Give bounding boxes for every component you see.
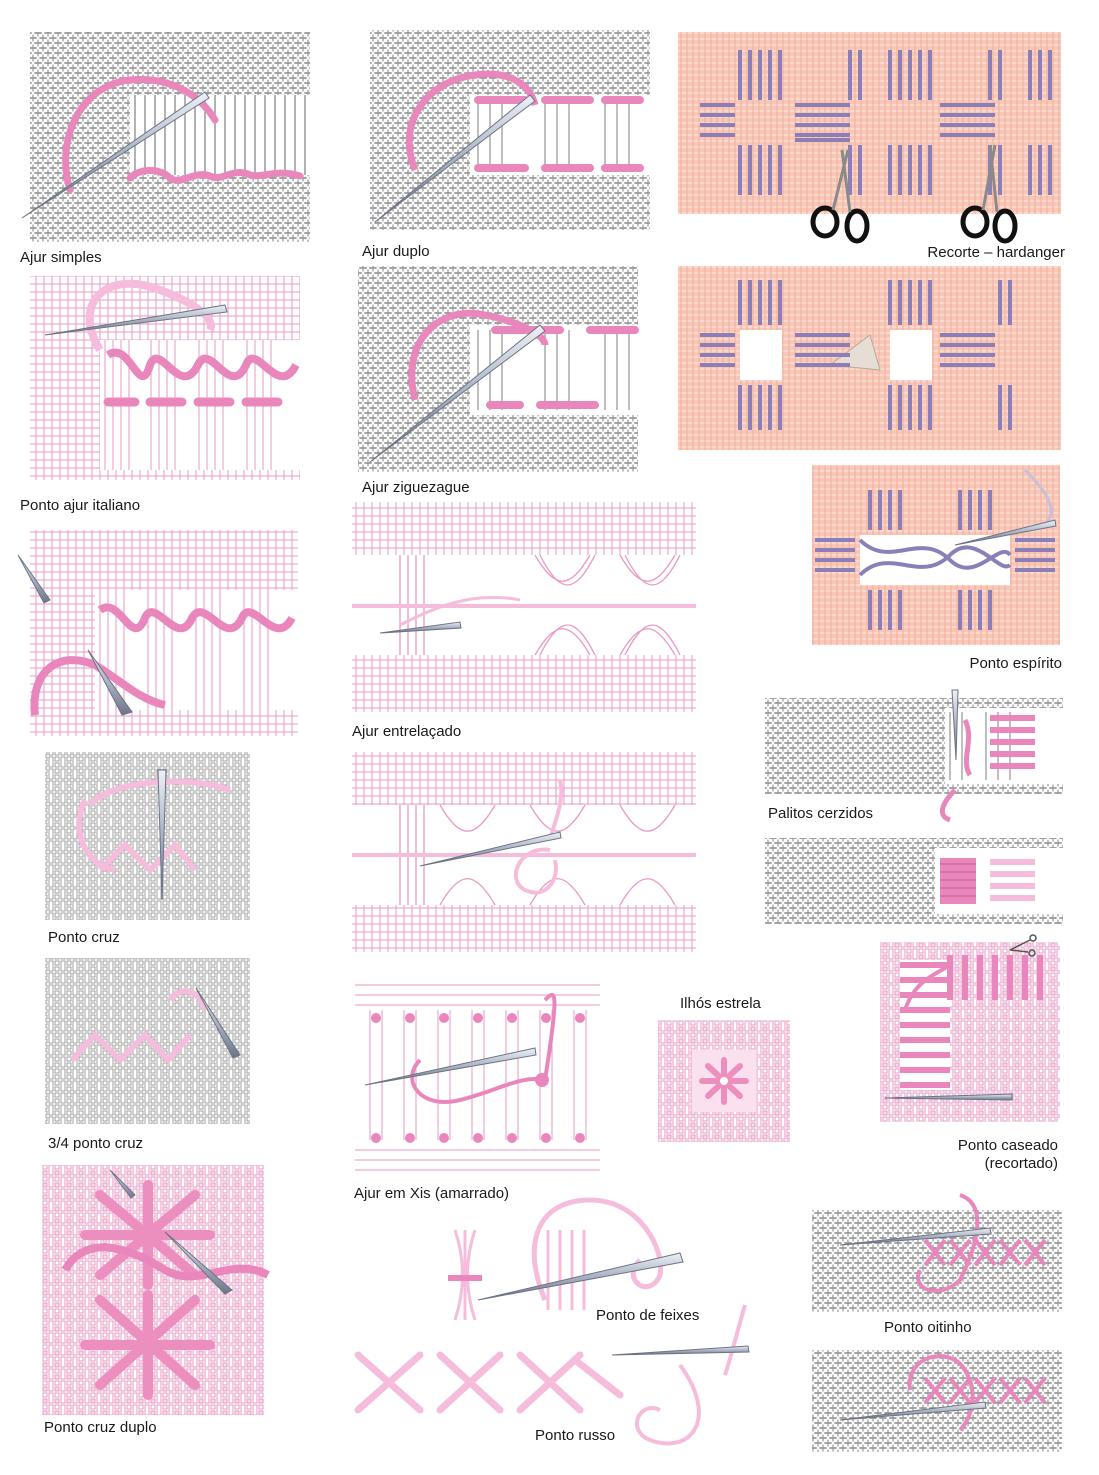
ponto-caseado-diagram — [880, 935, 1060, 1122]
ajur-entrelacado-diagram — [352, 502, 696, 712]
tres-quartos-ponto-cruz-diagram — [45, 958, 250, 1124]
ponto-cruz-diagram — [45, 752, 250, 920]
ponto-oitinho-variant-diagram — [812, 1350, 1062, 1452]
label-ajur-ziguezague: Ajur ziguezague — [362, 479, 470, 496]
label-ponto-caseado-sub: (recortado) — [984, 1155, 1058, 1172]
label-ajur-entrelacado: Ajur entrelaçado — [352, 723, 462, 740]
label-ajur-simples: Ajur simples — [20, 249, 102, 266]
label-ponto-cruz-duplo: Ponto cruz duplo — [44, 1419, 157, 1436]
label-ajur-em-xis: Ajur em Xis (amarrado) — [354, 1185, 510, 1202]
label-ilhos-estrela: Ilhós estrela — [680, 995, 761, 1012]
ponto-ajur-italiano-diagram — [30, 276, 300, 480]
ponto-cruz-duplo-diagram — [42, 1165, 268, 1415]
palitos-cerzidos-diagram — [765, 690, 1063, 820]
recorte-hardanger-diagram — [678, 32, 1061, 241]
recorte-hardanger-cut-diagram — [678, 266, 1061, 450]
ponto-oitinho-diagram — [812, 1195, 1062, 1312]
label-ajur-duplo: Ajur duplo — [362, 243, 430, 260]
label-ponto-ajur-italiano: Ponto ajur italiano — [20, 497, 141, 514]
ponto-espirito-diagram — [812, 465, 1060, 645]
ajur-ziguezague-diagram — [358, 266, 638, 472]
ajur-duplo-diagram — [370, 30, 650, 230]
ajur-entrelacado-variant-diagram — [352, 752, 696, 952]
ilhos-estrela-diagram — [658, 1020, 790, 1142]
label-recorte-hardanger: Recorte – hardanger — [927, 244, 1065, 261]
ponto-de-feixes-diagram — [448, 1200, 683, 1320]
needle-icon — [478, 1253, 683, 1300]
ponto-russo-diagram — [358, 1305, 749, 1443]
ajur-simples-diagram — [22, 32, 310, 242]
label-ponto-russo: Ponto russo — [535, 1427, 616, 1444]
ajur-em-xis-diagram — [355, 980, 600, 1170]
label-ponto-oitinho: Ponto oitinho — [884, 1319, 972, 1336]
label-ponto-espirito: Ponto espírito — [969, 655, 1062, 672]
label-palitos-cerzidos: Palitos cerzidos — [768, 805, 874, 822]
label-ponto-de-feixes: Ponto de feixes — [596, 1307, 700, 1324]
ponto-ajur-italiano-variant-diagram — [18, 530, 298, 736]
label-ponto-caseado: Ponto caseado — [957, 1137, 1058, 1154]
label-tres-quartos-ponto-cruz: 3/4 ponto cruz — [48, 1135, 144, 1152]
label-ponto-cruz: Ponto cruz — [48, 929, 120, 946]
needle-icon — [612, 1346, 749, 1355]
palitos-cerzidos-variant-diagram — [765, 838, 1063, 924]
